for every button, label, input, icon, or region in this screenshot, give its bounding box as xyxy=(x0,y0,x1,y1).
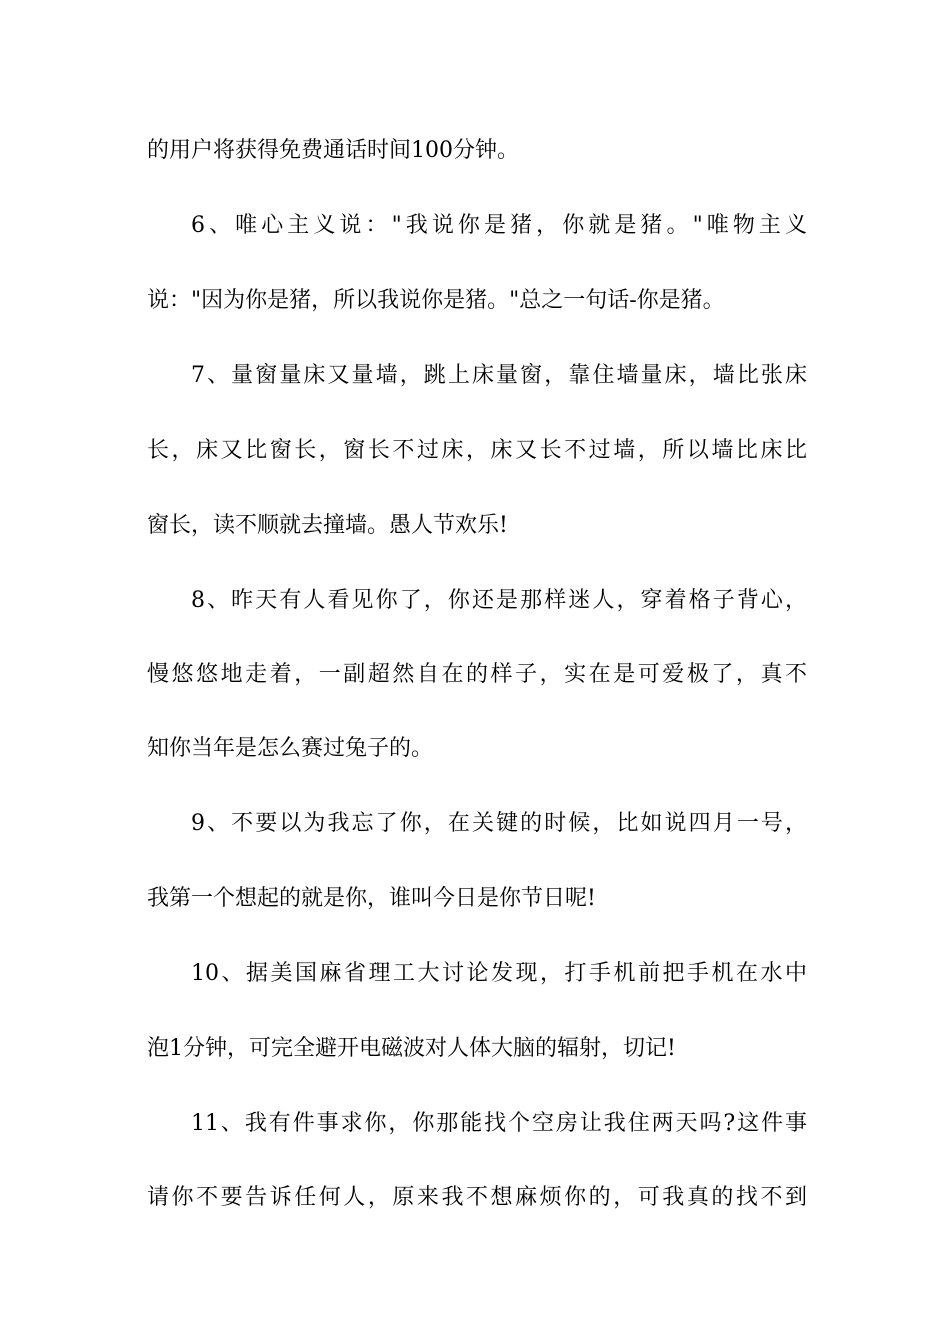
text-line: 知你当年是怎么赛过兔子的。 xyxy=(147,736,434,761)
text-line: 请你不要告诉任何人，原来我不想麻烦你的，可我真的找不到 xyxy=(147,1185,807,1210)
text-line: 的用户将获得免费通话时间100分钟。 xyxy=(147,138,519,163)
text-line: 长，床又比窗长，窗长不过床，床又长不过墙，所以墙比床比 xyxy=(147,438,807,463)
text-line: 说："因为你是猪，所以我说你是猪。"总之一句话-你是猪。 xyxy=(147,288,725,313)
text-line: 窗长，读不顺就去撞墙。愚人节欢乐! xyxy=(147,513,508,538)
paragraph-8-first-line: 8、昨天有人看见你了，你还是那样迷人，穿着格子背心， xyxy=(191,588,807,613)
text-line: 我第一个想起的就是你，谁叫今日是你节日呢! xyxy=(147,886,596,911)
text-line: 泡1分钟，可完全避开电磁波对人体大脑的辐射，切记! xyxy=(147,1036,676,1061)
paragraph-6-first-line: 6、唯心主义说："我说你是猪，你就是猪。"唯物主义 xyxy=(191,213,807,238)
paragraph-11-first-line: 11、我有件事求你，你那能找个空房让我住两天吗?这件事 xyxy=(191,1111,807,1136)
text-line: 慢悠悠地走着，一副超然自在的样子，实在是可爱极了，真不 xyxy=(147,662,807,687)
paragraph-10-first-line: 10、据美国麻省理工大讨论发现，打手机前把手机在水中 xyxy=(191,961,807,986)
paragraph-9-first-line: 9、不要以为我忘了你，在关键的时候，比如说四月一号， xyxy=(191,811,807,836)
paragraph-7-first-line: 7、量窗量床又量墙，跳上床量窗，靠住墙量床，墙比张床 xyxy=(191,363,807,388)
